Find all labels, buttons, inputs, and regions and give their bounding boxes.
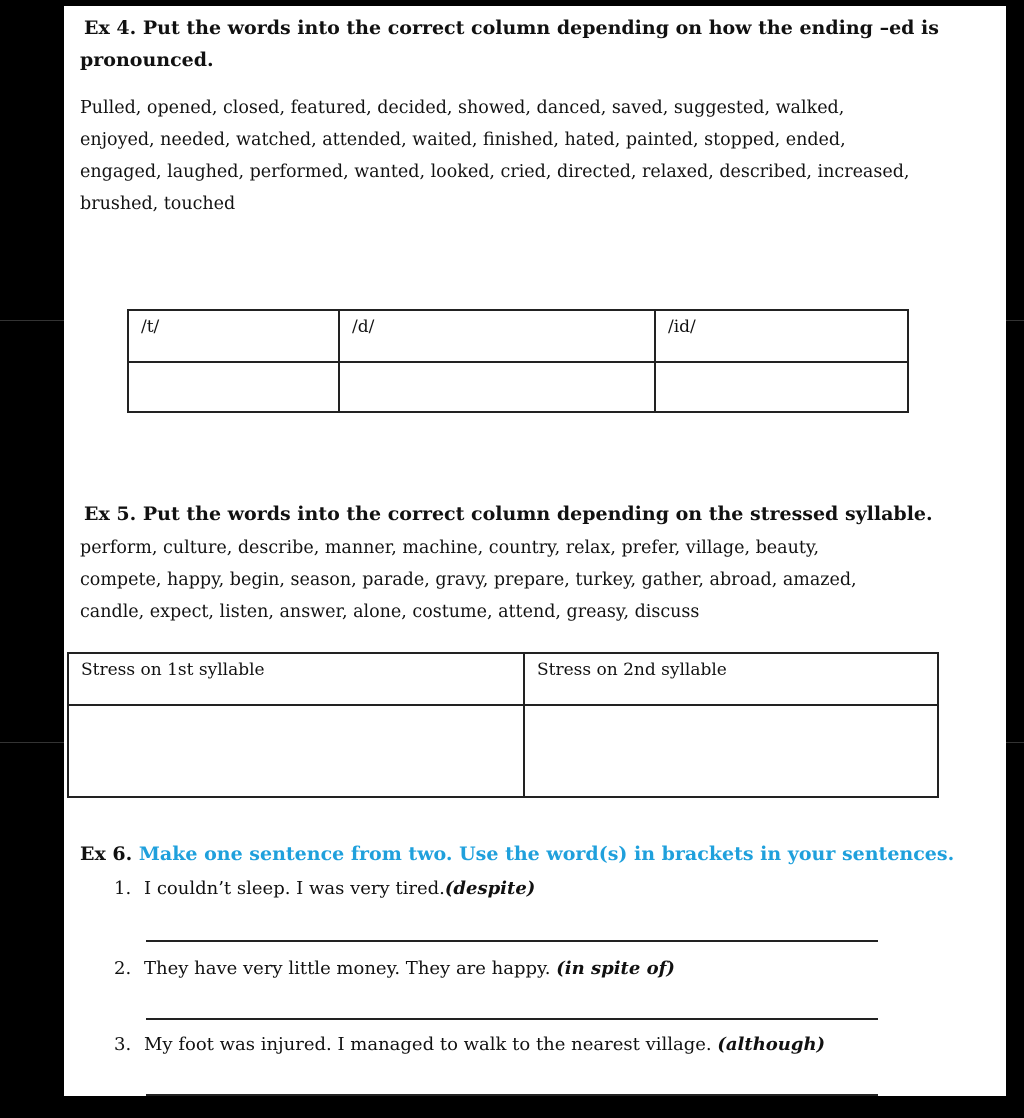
ex4-words-line1: Pulled, opened, closed, featured, decided, showed, danced, saved, suggested, walked, [80,98,845,118]
ex6-item-3-number: 3. [114,1034,132,1055]
ex6-item-3-text: My foot was injured. I managed to walk to the nearest village. [144,1034,718,1055]
margin-tick [1006,320,1024,321]
ex4-answer-cell-d[interactable] [339,362,655,412]
ex4-col-id-header: /id/ [655,310,908,362]
ex5-answer-cell-second[interactable] [524,705,938,797]
ex6-item-2-answer-line[interactable] [146,1018,878,1020]
ex6-item-1-number: 1. [114,878,132,899]
margin-tick [0,320,64,321]
ex4-instruction: Put the words into the correct column depending on how the ending –ed is [142,17,939,39]
ex6-item-1-answer-line[interactable] [146,940,878,942]
ex6-label: Ex 6. [80,843,133,865]
ex6-instruction: Make one sentence from two. Use the word(s) in brackets in your sentences. [138,843,955,865]
ex4-heading [84,12,994,44]
ex4-col-d-header: /d/ [339,310,655,362]
ex6-heading [80,838,954,870]
ex5-heading [84,498,933,530]
ex6-item-2-number: 2. [114,958,132,979]
ex5-col-first-header: Stress on 1st syllable [68,653,524,705]
margin-tick [0,742,64,743]
ex5-words-line2: compete, happy, begin, season, parade, gravy, prepare, turkey, gather, abroad, amazed, [80,570,857,590]
ex6-item-3 [144,1034,825,1055]
ex5-words-line3: candle, expect, listen, answer, alone, costume, attend, greasy, discuss [80,602,700,622]
worksheet-page [64,6,1006,1096]
ex4-instruction-cont: pronounced. [80,49,214,71]
ex5-instruction: Put the words into the correct column depending on the stressed syllable. [142,503,933,525]
ex4-answer-cell-id[interactable] [655,362,908,412]
ex6-item-1 [144,878,535,899]
margin-tick [1006,742,1024,743]
ex5-label: Ex 5. [84,503,137,525]
ex4-words-line4: brushed, touched [80,194,236,214]
ex6-item-2-text: They have very little money. They are happy. [144,958,557,979]
ex4-table [127,309,909,413]
ex6-item-3-answer-line[interactable] [146,1094,878,1096]
ex6-item-1-text: I couldn’t sleep. I was very tired. [144,878,445,899]
ex4-words-line2: enjoyed, needed, watched, attended, waited, finished, hated, painted, stopped, ended, [80,130,846,150]
ex5-table [67,652,939,798]
ex5-col-second-header: Stress on 2nd syllable [524,653,938,705]
ex4-col-t-header: /t/ [128,310,339,362]
ex6-item-2 [144,958,675,979]
ex6-item-2-hint: (in spite of) [556,958,675,979]
ex5-answer-cell-first[interactable] [68,705,524,797]
ex4-words-line3: engaged, laughed, performed, wanted, looked, cried, directed, relaxed, described, increased, [80,162,910,182]
ex5-words-line1: perform, culture, describe, manner, machine, country, relax, prefer, village, beauty, [80,538,820,558]
ex6-item-3-hint: (although) [717,1034,826,1055]
ex4-answer-cell-t[interactable] [128,362,339,412]
ex6-item-1-hint: (despite) [444,878,536,899]
ex4-label: Ex 4. [84,17,137,39]
